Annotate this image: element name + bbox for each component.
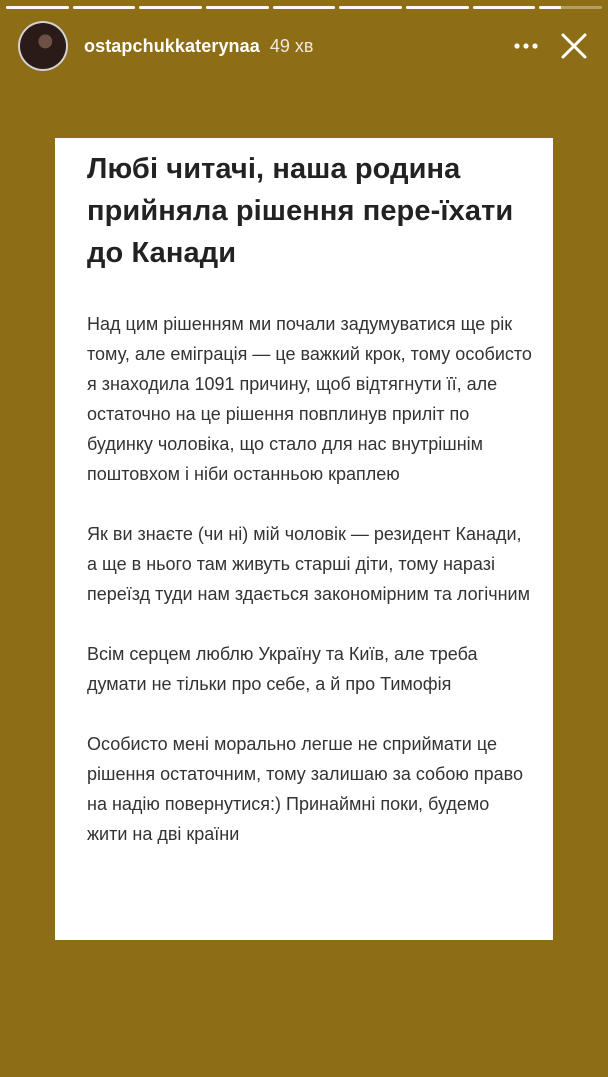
avatar[interactable] [18,21,68,71]
post-paragraph: Всім серцем люблю Україну та Київ, але треба думати не тільки про себе, а й про Тимофія [87,644,478,694]
progress-fill [6,6,69,9]
progress-segment [339,6,402,9]
story-progress [6,6,602,9]
progress-segment [539,6,602,9]
post-paragraph: Як ви знаєте (чи ні) мій чоловік — резидент Канади, а ще в нього там живуть старші діти, тому наразі переїзд туди нам здається закономірним та логічним [87,524,530,604]
progress-segment [73,6,136,9]
progress-segment [473,6,536,9]
story-time: 49 хв [269,35,314,56]
progress-fill [206,6,269,9]
story-text-card [55,138,553,940]
post-paragraph: Над цим рішенням ми почали задумуватися ще рік тому, але еміграція — це важкий крок, тому особисто я знаходила 1091 причину, щоб відтягнути її, але остаточно на це рішення повплинув приліт по будинку чоловіка, що стало для нас внутрішнім поштовхом і ніби останньою краплею [87,314,532,484]
username[interactable]: ostapchukkaterynaa [84,35,260,56]
progress-segment [206,6,269,9]
story-header [18,20,590,72]
progress-fill [339,6,402,9]
progress-segment [6,6,69,9]
progress-fill [139,6,202,9]
progress-segment [273,6,336,9]
progress-fill [406,6,469,9]
progress-segment [139,6,202,9]
more-icon[interactable] [512,32,540,60]
post-paragraph: Особисто мені морально легше не сприймати це рішення остаточним, тому залишаю за собою право на надію повернутися:) Принаймні поки, будемо жити на дві країни [87,734,524,844]
post-title: Любі читачі, наша родина прийняла рішення пере-їхати до Канади [87,153,514,269]
progress-fill [473,6,536,9]
progress-fill [273,6,336,9]
progress-fill [73,6,136,9]
close-icon[interactable] [558,30,590,62]
progress-fill [539,6,561,9]
progress-segment [406,6,469,9]
